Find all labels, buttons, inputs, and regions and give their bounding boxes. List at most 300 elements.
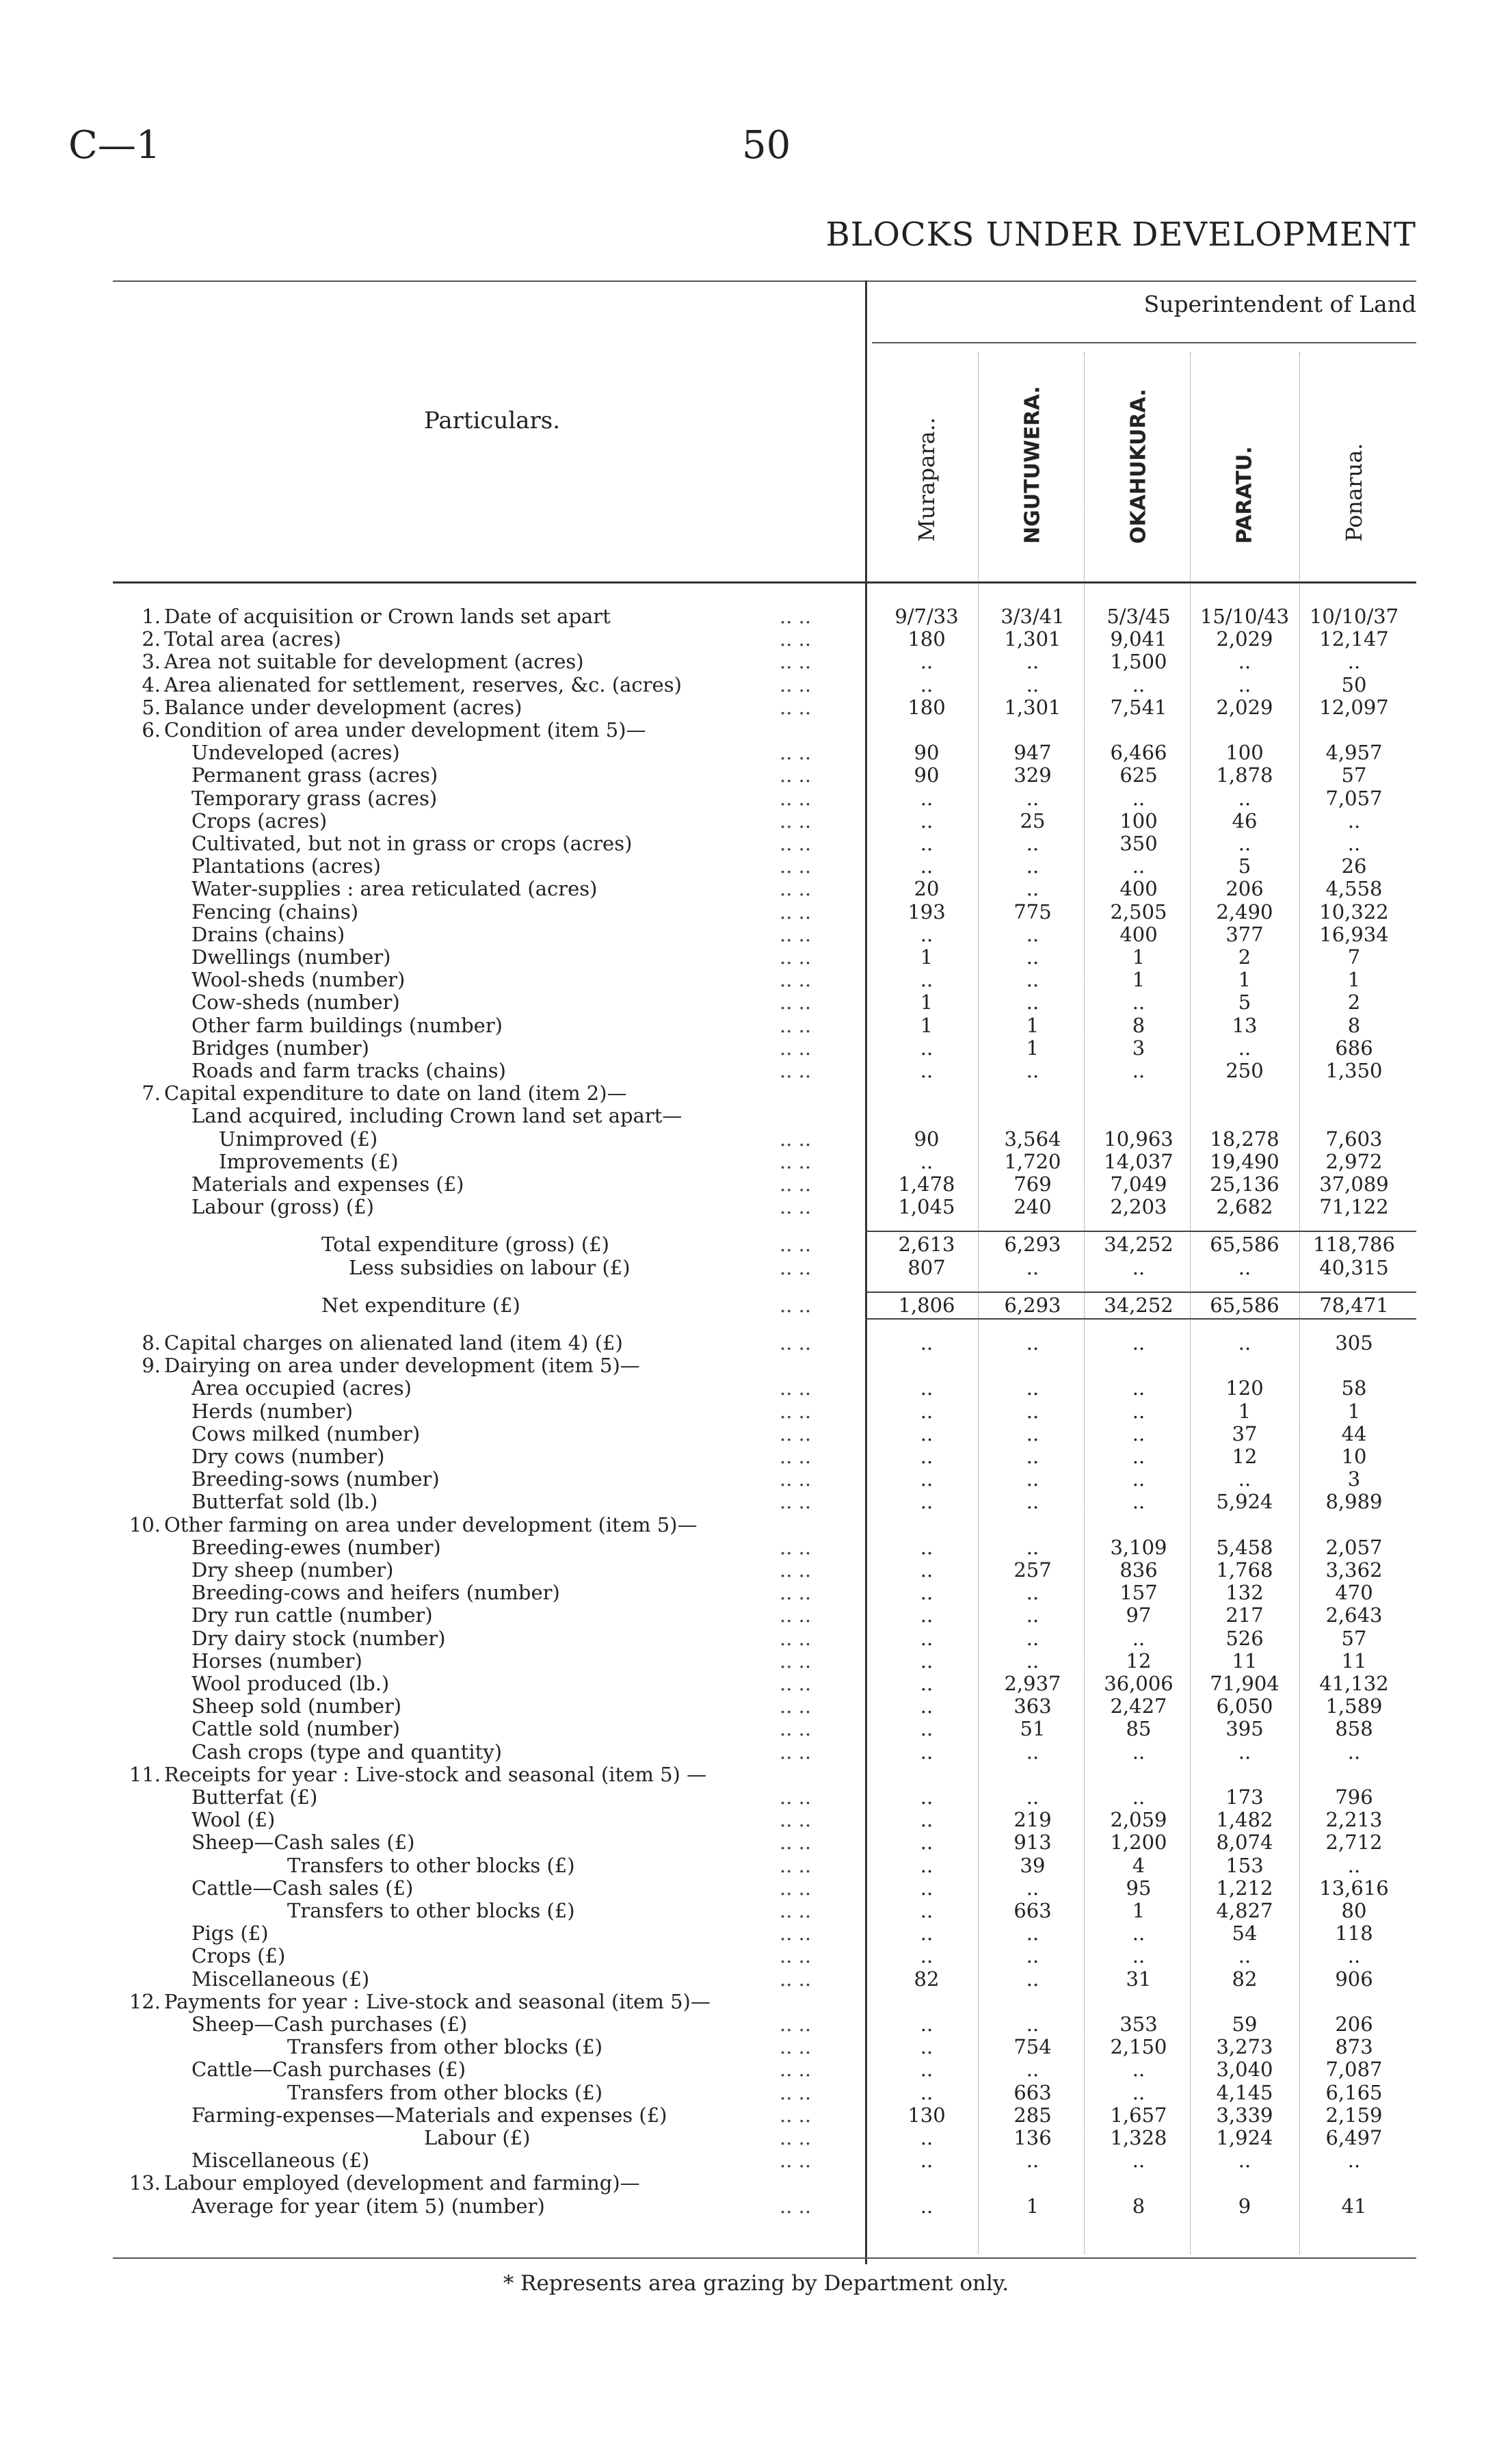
leader-dots: .. .. (780, 1293, 812, 1317)
row-label: Dry cows (number) (191, 1445, 385, 1468)
column-header (1303, 356, 1405, 568)
row-label: Dry sheep (number) (191, 1558, 394, 1582)
table-cell: 90 (914, 1127, 940, 1151)
leader-dots: .. .. (780, 1399, 812, 1423)
table-cell: 1,806 (898, 1293, 955, 1317)
row-label: Date of acquisition or Crown lands set apart (164, 605, 611, 628)
table-cell: 6,293 (1004, 1293, 1061, 1317)
table-cell: 78,471 (1319, 1293, 1389, 1317)
table-cell: .. (920, 1399, 933, 1423)
table-cell: 7,057 (1325, 786, 1383, 810)
table-cell: .. (1026, 1626, 1039, 1650)
table-cell: 4,558 (1325, 877, 1383, 901)
table-cell: 1,478 (898, 1172, 955, 1196)
table-row (0, 1718, 1512, 1740)
table-cell: .. (1238, 1944, 1251, 1968)
row-label: Temporary grass (acres) (191, 786, 438, 810)
table-cell: 377 (1225, 922, 1264, 946)
table-cell: 2,972 (1325, 1149, 1383, 1173)
table-cell: .. (1026, 832, 1039, 855)
table-row (0, 1922, 1512, 1945)
row-label: Breeding-cows and heifers (number) (191, 1581, 560, 1605)
table-cell: .. (1026, 1376, 1039, 1400)
table-cell: 1 (1026, 1036, 1039, 1060)
table-row (0, 1151, 1512, 1173)
bottom-rule (113, 2257, 1416, 2259)
table-cell: .. (920, 1922, 933, 1945)
table-cell: .. (1026, 1922, 1039, 1945)
table-cell: 913 (1013, 1831, 1052, 1854)
table-cell: 329 (1013, 763, 1052, 787)
table-cell: 3,040 (1216, 2058, 1273, 2082)
leader-dots: .. .. (780, 1944, 812, 1968)
table-cell: 20 (914, 877, 940, 901)
table-cell: .. (1026, 650, 1039, 674)
table-cell: 1,720 (1004, 1149, 1061, 1173)
row-label: Transfers from other blocks (£) (287, 2080, 603, 2104)
row-label: Net expenditure (£) (321, 1293, 520, 1317)
table-cell: 350 (1119, 832, 1158, 855)
item-number: 9. (142, 1354, 161, 1378)
table-cell: 13 (1232, 1013, 1258, 1037)
table-cell: 37 (1232, 1421, 1258, 1445)
table-cell: .. (1132, 1445, 1145, 1468)
table-cell: .. (1026, 1255, 1039, 1279)
leader-dots: .. .. (780, 1626, 812, 1650)
row-label: Cultivated, but not in grass or crops (acres) (191, 832, 633, 855)
table-row (0, 2013, 1512, 2036)
table-row (0, 1491, 1512, 1513)
table-cell: 1 (1347, 1399, 1361, 1423)
leader-dots: .. .. (780, 1694, 812, 1718)
table-cell: 9 (1238, 2194, 1251, 2218)
table-cell: .. (920, 1899, 933, 1922)
table-cell: 395 (1225, 1717, 1264, 1741)
table-cell: .. (1347, 832, 1361, 855)
table-row (0, 923, 1512, 946)
table-row (0, 696, 1512, 719)
leader-dots: .. .. (780, 900, 812, 923)
table-cell: 57 (1341, 1626, 1367, 1650)
table-cell: .. (1026, 1785, 1039, 1809)
item-number: 3. (142, 650, 161, 674)
table-cell: 130 (907, 2103, 946, 2127)
row-label: Miscellaneous (£) (191, 2149, 370, 2173)
table-cell: .. (1026, 1944, 1039, 1968)
table-row (0, 1604, 1512, 1627)
table-cell: .. (1132, 1331, 1145, 1354)
table-row (0, 1233, 1512, 1256)
table-row (0, 1332, 1512, 1354)
table-cell: .. (920, 854, 933, 878)
table-cell: 947 (1013, 741, 1052, 765)
row-label: Cattle—Cash sales (£) (191, 1876, 414, 1900)
table-row (0, 2149, 1512, 2172)
table-cell: 9,041 (1110, 627, 1167, 651)
row-label: Miscellaneous (£) (191, 1967, 370, 1991)
table-cell: .. (1026, 2013, 1039, 2036)
table-row (0, 1445, 1512, 1468)
table-row (0, 1968, 1512, 1991)
table-row (0, 1082, 1512, 1105)
table-cell: .. (1026, 672, 1039, 696)
table-cell: .. (920, 1149, 933, 1173)
leader-dots: .. .. (780, 2103, 812, 2127)
table-row (0, 1673, 1512, 1695)
leader-dots: .. .. (780, 1233, 812, 1257)
row-label: Transfers to other blocks (£) (287, 1899, 575, 1922)
table-cell: .. (1238, 832, 1251, 855)
leader-dots: .. .. (780, 968, 812, 992)
leader-dots: .. .. (780, 1195, 812, 1219)
table-row (0, 1257, 1512, 1279)
table-cell: .. (920, 672, 933, 696)
table-cell: 2,712 (1325, 1831, 1383, 1854)
row-label: Cash crops (type and quantity) (191, 1740, 503, 1764)
table-cell: 71,122 (1319, 1195, 1389, 1219)
table-cell: 1,589 (1325, 1694, 1383, 1718)
table-cell: .. (1026, 1649, 1039, 1673)
table-cell: 7,087 (1325, 2058, 1383, 2082)
leader-dots: .. .. (780, 650, 812, 674)
table-cell: 1,045 (898, 1195, 955, 1219)
row-label: Sheep—Cash purchases (£) (191, 2013, 468, 2036)
table-cell: 10,322 (1319, 900, 1389, 923)
item-number: 8. (142, 1331, 161, 1354)
table-cell: 663 (1013, 2080, 1052, 2104)
table-cell: 663 (1013, 1899, 1052, 1922)
table-cell: .. (1026, 2058, 1039, 2082)
table-cell: 1,200 (1110, 1831, 1167, 1854)
table-cell: .. (1026, 854, 1039, 878)
table-cell: 136 (1013, 2126, 1052, 2149)
table-cell: 3,362 (1325, 1558, 1383, 1582)
table-row (0, 2082, 1512, 2104)
table-row (0, 1060, 1512, 1082)
table-cell: .. (1026, 1399, 1039, 1423)
row-label: Fencing (chains) (191, 900, 359, 923)
table-cell: 6,466 (1110, 741, 1167, 765)
item-number: 11. (129, 1762, 161, 1786)
table-cell: 1 (920, 1013, 933, 1037)
row-label: Cattle sold (number) (191, 1717, 400, 1741)
table-cell: 1,328 (1110, 2126, 1167, 2149)
table-cell: 5,458 (1216, 1535, 1273, 1559)
table-cell: .. (920, 1944, 933, 1968)
table-cell: .. (1132, 1785, 1145, 1809)
table-cell: .. (1132, 786, 1145, 810)
leader-dots: .. .. (780, 1831, 812, 1854)
leader-dots: .. .. (780, 1808, 812, 1832)
row-label: Crops (£) (191, 1944, 286, 1968)
row-label: Dry run cattle (number) (191, 1603, 433, 1627)
table-cell: 173 (1225, 1785, 1264, 1809)
table-cell: 11 (1232, 1649, 1258, 1673)
leader-dots: .. .. (780, 763, 812, 787)
table-cell: 206 (1225, 877, 1264, 901)
table-cell: 2,029 (1216, 695, 1273, 719)
table-row (0, 946, 1512, 969)
row-label: Labour employed (development and farming)— (164, 2171, 640, 2195)
row-label: Wool produced (lb.) (191, 1672, 390, 1695)
table-cell: .. (1132, 1059, 1145, 1082)
table-cell: .. (920, 1421, 933, 1445)
table-cell: 118 (1335, 1922, 1373, 1945)
table-cell: .. (1238, 1467, 1251, 1491)
table-cell: .. (1026, 1876, 1039, 1900)
table-cell: .. (920, 1581, 933, 1605)
row-label: Cattle—Cash purchases (£) (191, 2058, 466, 2082)
table-cell: .. (1238, 1036, 1251, 1060)
table-cell: .. (1347, 809, 1361, 833)
table-row (0, 742, 1512, 764)
table-cell: .. (920, 2149, 933, 2173)
table-cell: 1 (920, 945, 933, 969)
table-cell: .. (1132, 2058, 1145, 2082)
page-number: 50 (742, 123, 791, 168)
table-row (0, 628, 1512, 651)
table-cell: 2,490 (1216, 900, 1273, 923)
column-header-label: PARATU. (1232, 446, 1257, 544)
table-cell: .. (1026, 1603, 1039, 1627)
table-cell: .. (1026, 1967, 1039, 1991)
row-label: Total expenditure (gross) (£) (321, 1233, 609, 1257)
table-cell: .. (1026, 1581, 1039, 1605)
table-cell: 120 (1225, 1376, 1264, 1400)
leader-dots: .. .. (780, 1740, 812, 1764)
column-header-label: Murapara.. (914, 417, 940, 542)
table-cell: 769 (1013, 1172, 1052, 1196)
table-cell: 2 (1347, 991, 1361, 1014)
table-cell: 8 (1132, 2194, 1145, 2218)
table-cell: .. (920, 1558, 933, 1582)
row-label: Breeding-ewes (number) (191, 1535, 441, 1559)
row-label: Bridges (number) (191, 1036, 369, 1060)
leader-dots: .. .. (780, 854, 812, 878)
table-row (0, 1037, 1512, 1060)
table-row (0, 1831, 1512, 1854)
table-cell: 285 (1013, 2103, 1052, 2127)
table-row (0, 1559, 1512, 1582)
table-row (0, 1294, 1512, 1317)
table-cell: 8 (1347, 1013, 1361, 1037)
table-cell: .. (920, 786, 933, 810)
table-row (0, 787, 1512, 810)
table-cell: 3 (1132, 1036, 1145, 1060)
table-cell: 2,203 (1110, 1195, 1167, 1219)
table-row (0, 605, 1512, 628)
table-cell: .. (920, 1331, 933, 1354)
table-cell: 1,212 (1216, 1876, 1273, 1900)
row-label: Less subsidies on labour (£) (349, 1255, 631, 1279)
table-cell: .. (920, 1036, 933, 1060)
table-cell: .. (920, 1853, 933, 1877)
table-cell: 13,616 (1319, 1876, 1389, 1900)
table-cell: 1,657 (1110, 2103, 1167, 2127)
table-cell: 157 (1119, 1581, 1158, 1605)
table-row (0, 1854, 1512, 1877)
table-cell: 305 (1335, 1331, 1373, 1354)
leader-dots: .. .. (780, 1581, 812, 1605)
leader-dots: .. .. (780, 1172, 812, 1196)
row-label: Unimproved (£) (219, 1127, 378, 1151)
item-number: 5. (142, 695, 161, 719)
table-row (0, 1627, 1512, 1650)
leader-dots: .. .. (780, 1036, 812, 1060)
table-cell: .. (1026, 922, 1039, 946)
table-cell: .. (1132, 1421, 1145, 1445)
table-row (0, 674, 1512, 696)
table-cell: 257 (1013, 1558, 1052, 1582)
leader-dots: .. .. (780, 1967, 812, 1991)
table-cell: .. (1238, 1331, 1251, 1354)
leader-dots: .. .. (780, 1899, 812, 1922)
table-row (0, 1650, 1512, 1673)
item-number: 2. (142, 627, 161, 651)
table-cell: .. (920, 1672, 933, 1695)
leader-dots: .. .. (780, 1535, 812, 1559)
row-label: Pigs (£) (191, 1922, 269, 1945)
table-row (0, 2036, 1512, 2058)
table-cell: 5 (1238, 991, 1251, 1014)
table-cell: 2,029 (1216, 627, 1273, 651)
leader-dots: .. .. (780, 832, 812, 855)
row-label: Capital charges on alienated land (item 4) (£) (164, 1331, 623, 1354)
table-cell: 97 (1126, 1603, 1152, 1627)
table-cell: .. (920, 1785, 933, 1809)
row-label: Water-supplies : area reticulated (acres) (191, 877, 598, 901)
table-cell: .. (1347, 1944, 1361, 1968)
table-cell: 2,059 (1110, 1808, 1167, 1832)
table-cell: 85 (1126, 1717, 1152, 1741)
table-row (0, 2127, 1512, 2149)
row-label: Receipts for year : Live-stock and seasonal (item 5) — (164, 1762, 707, 1786)
table-row (0, 1786, 1512, 1809)
table-cell: 10,963 (1104, 1127, 1173, 1151)
row-label: Dwellings (number) (191, 945, 391, 969)
leader-dots: .. .. (780, 1331, 812, 1354)
table-cell: 3,109 (1110, 1535, 1167, 1559)
table-cell: .. (1347, 2149, 1361, 2173)
table-cell: .. (920, 809, 933, 833)
row-label: Labour (£) (424, 2126, 531, 2149)
row-label: Capital expenditure to date on land (item 2)— (164, 1082, 627, 1105)
leader-dots: .. .. (780, 1558, 812, 1582)
table-cell: 12 (1126, 1649, 1152, 1673)
table-row (0, 2104, 1512, 2127)
leader-dots: .. .. (780, 1876, 812, 1900)
table-cell: 858 (1335, 1717, 1373, 1741)
table-cell: 41,132 (1319, 1672, 1389, 1695)
item-number: 4. (142, 672, 161, 696)
table-row (0, 1105, 1512, 1127)
table-cell: .. (1026, 877, 1039, 901)
column-header (981, 356, 1084, 568)
table-cell: 16,934 (1319, 922, 1389, 946)
table-cell: 11 (1341, 1649, 1367, 1673)
leader-dots: .. .. (780, 2149, 812, 2173)
table-cell: 8,074 (1216, 1831, 1273, 1854)
leader-dots: .. .. (780, 1127, 812, 1151)
table-cell: 7,049 (1110, 1172, 1167, 1196)
table-row (0, 878, 1512, 900)
table-cell: .. (920, 1876, 933, 1900)
item-number: 10. (129, 1512, 161, 1536)
top-rule (113, 280, 1416, 282)
table-row (0, 810, 1512, 833)
table-cell: .. (920, 2080, 933, 2104)
table-row (0, 1991, 1512, 2013)
leader-dots: .. .. (780, 1421, 812, 1445)
table-cell: 2,682 (1216, 1195, 1273, 1219)
table-cell: 1 (1347, 968, 1361, 992)
table-cell: 1,500 (1110, 650, 1167, 674)
table-row (0, 991, 1512, 1014)
leader-dots: .. .. (780, 2013, 812, 2036)
table-cell: 132 (1225, 1581, 1264, 1605)
table-cell: 6,497 (1325, 2126, 1383, 2149)
item-number: 13. (129, 2171, 161, 2195)
leader-dots: .. .. (780, 1922, 812, 1945)
leader-dots: .. .. (780, 1853, 812, 1877)
table-cell: 9/7/33 (894, 605, 959, 628)
table-cell: 40,315 (1319, 1255, 1389, 1279)
table-row (0, 651, 1512, 673)
table-cell: 82 (1232, 1967, 1258, 1991)
table-cell: 1,924 (1216, 2126, 1273, 2149)
table-cell: 1 (1238, 968, 1251, 992)
row-label: Horses (number) (191, 1649, 362, 1673)
table-cell: 2,427 (1110, 1694, 1167, 1718)
leader-dots: .. .. (780, 1717, 812, 1741)
row-label: Dry dairy stock (number) (191, 1626, 446, 1650)
table-cell: 118,786 (1313, 1233, 1395, 1257)
table-cell: 51 (1020, 1717, 1046, 1741)
sum-rule (865, 1292, 1416, 1293)
table-cell: 10/10/37 (1309, 605, 1399, 628)
table-cell: 5 (1238, 854, 1251, 878)
leader-dots: .. .. (780, 1603, 812, 1627)
table-cell: 807 (907, 1255, 946, 1279)
table-cell: 1,768 (1216, 1558, 1273, 1582)
leader-dots: .. .. (780, 1059, 812, 1082)
table-cell: 526 (1225, 1626, 1264, 1650)
row-label: Materials and expenses (£) (191, 1172, 464, 1196)
table-cell: 25,136 (1210, 1172, 1279, 1196)
table-cell: 6,050 (1216, 1694, 1273, 1718)
table-cell: 400 (1119, 877, 1158, 901)
row-label: Labour (gross) (£) (191, 1195, 374, 1219)
table-cell: .. (1132, 1944, 1145, 1968)
table-cell: 2,150 (1110, 2035, 1167, 2059)
page-title: BLOCKS UNDER DEVELOPMENT (825, 215, 1416, 254)
table-cell: .. (1026, 991, 1039, 1014)
table-row (0, 2058, 1512, 2081)
row-label: Farming-expenses—Materials and expenses (£) (191, 2103, 667, 2127)
leader-dots: .. .. (780, 1467, 812, 1491)
leader-dots: .. .. (780, 741, 812, 765)
column-header (1193, 356, 1296, 568)
table-cell: 100 (1225, 741, 1264, 765)
table-cell: 65,586 (1210, 1233, 1279, 1257)
table-cell: 2,213 (1325, 1808, 1383, 1832)
table-cell: 775 (1013, 900, 1052, 923)
table-cell: 5,924 (1216, 1490, 1273, 1514)
row-label: Butterfat (£) (191, 1785, 318, 1809)
table-cell: 8,989 (1325, 1490, 1383, 1514)
row-label: Balance under development (acres) (164, 695, 522, 719)
table-row (0, 1014, 1512, 1037)
